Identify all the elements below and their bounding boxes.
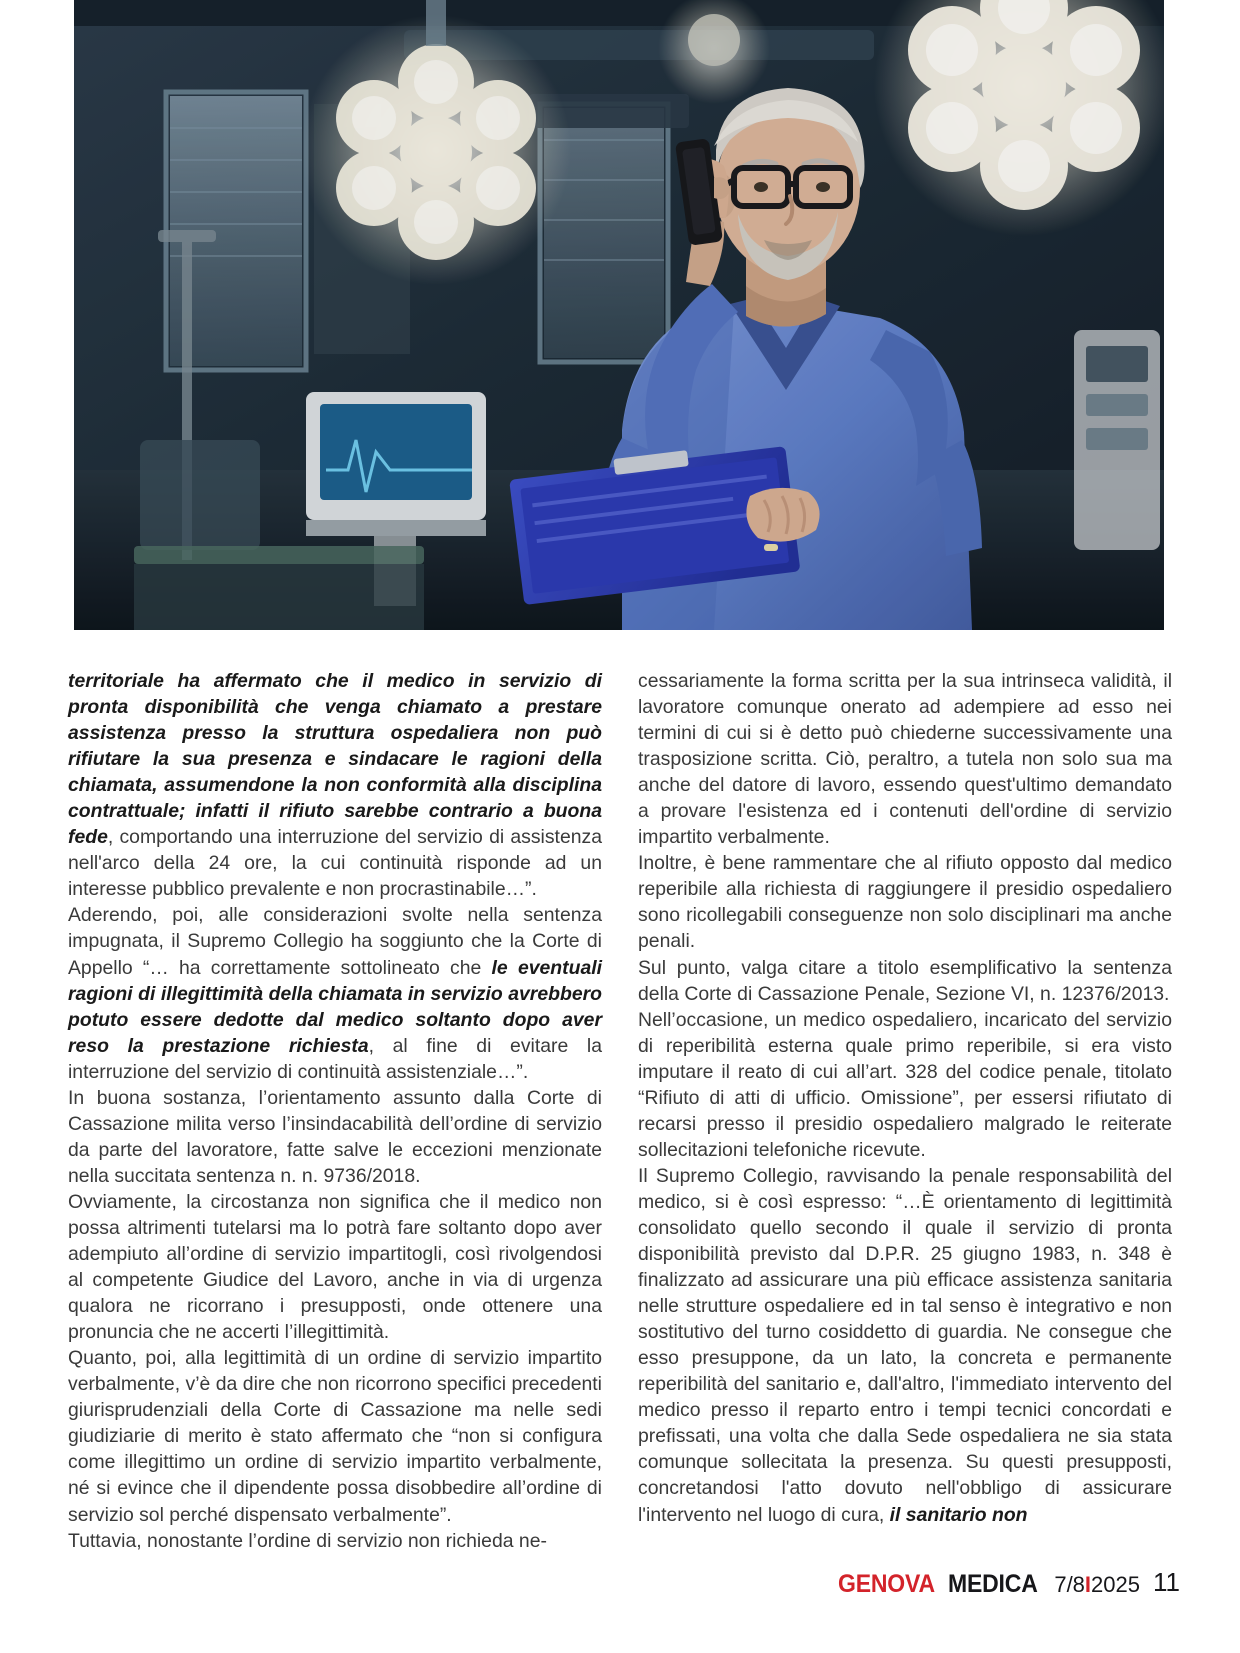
paragraph-2-part-2: , al fine di evitare la interruzione del servizio di continuità assistenziale…”. (68, 1034, 602, 1083)
paragraph-1-rest: , comportando una interruzione del servizio di assistenza nell'arco della 24 ore, la cui continuità risponde ad un interesse pubblico prevalente e non procrastinabile…”. (68, 826, 602, 901)
article-body (68, 668, 1172, 1552)
article-photo (74, 0, 1164, 630)
operating-room-photo-illustration (74, 0, 1164, 630)
paragraph-4: Ovviamente, la circostanza non significa che il medico non possa altrimenti tutelarsi ma lo potrà fare soltanto dopo aver adempiuto all’ordine di servizio impartitogli, così rivolgendosi al competente Giudice del Lavoro, anche in via di urgenza qualora ne ricorrano i presupposti, onde ottenere una pronuncia che ne accerti l’illegittimità. (68, 1190, 602, 1344)
paragraph-8: Inoltre, è bene rammentare che al rifiuto opposto dal medico reperibile alla richiesta di raggiungere il presidio ospedaliero sono ricollegabili conseguenze non solo disciplinari ma anche penali. (638, 852, 1172, 953)
issue-months: 7/8 (1054, 1572, 1085, 1597)
paragraph-2 (68, 902, 602, 1084)
masthead (838, 1570, 1140, 1599)
paragraph-1 (68, 668, 602, 902)
paragraph-1-lead: territoriale ha affermato che il medico in servizio di pronta disponibilità che venga chiamato a prestare assistenza presso la struttura ospedaliera non può rifiutare la sua presenza e sindacare le ragioni della chiamata, assumendone la non conformità alla disciplina contrattuale; infatti il rifiuto sarebbe contrario a buona fede (68, 670, 602, 849)
right-column (638, 668, 1172, 1526)
paragraph-5: Quanto, poi, alla legittimità di un ordine di servizio impartito verbalmente, v’è da dire che non ricorrono specifici precedenti giurisprudenziali della Corte di Cassazione ma nelle sedi giudiziarie di merito è stato affermato che “non si configura come illegittimo un ordine di servizio impartito verbalmente, né si evince che il dipendente possa disobbedire all’ordine di servizio sol perché dispensato verbalmente”. (68, 1347, 602, 1526)
issue-number (1054, 1572, 1140, 1598)
paragraph-7: cessariamente la forma scritta per la sua intrinseca validità, il lavoratore comunque onerato ad adempiere ad esso nei termini di cui si è detto può chiederne successivamente una trasposizione scritta. Ciò, peraltro, a tutela non solo sua ma anche del datore di lavoro, essendo quest'ultimo demandato a provare l'esistenza ed i contenuti dell'ordine di servizio impartito verbalmente. (638, 670, 1172, 849)
paragraph-11-part-1: Il Supremo Collegio, ravvisando la penale responsabilità del medico, si è così espresso: “…È orientamento di legittimità consolidato quello secondo il quale il servizio di pronta disponibilità previsto dal D.P.R. 25 giugno 1983, n. 348 è finalizzato ad assicurare una più efficace assistenza sanitaria nelle strutture ospedaliere ed in tal senso è integrativo e non sostitutivo del turno cosiddetto di guardia. Ne consegue che esso presuppone, da un lato, la concreta e permanente reperibilità del sanitario e, dall'altro, l'immediato intervento del medico presso il reparto entro i tempi tecnici concordati e prefissati, una volta che dalla Sede ospedaliera ne sia stata comunque sollecitata la presenza. Su questi presupposti, concretandosi l'atto dovuto nell'obbligo di assicurare l'intervento nel luogo di cura, (638, 1164, 1172, 1526)
issue-separator: I (1084, 1572, 1092, 1597)
page-footer (0, 1567, 1240, 1620)
issue-year: 2025 (1091, 1572, 1140, 1597)
paragraph-9: Sul punto, valga citare a titolo esemplificativo la sentenza della Corte di Cassazione Penale, Sezione VI, n. 12376/2013. (638, 956, 1172, 1005)
paragraph-6-continued: Tuttavia, nonostante l’ordine di servizio non richieda ne- (68, 1529, 547, 1552)
left-column (68, 668, 603, 1552)
masthead-medica: MEDICA (947, 1570, 1038, 1598)
page-number: 11 (1153, 1567, 1180, 1597)
masthead-genova: GENOVA (837, 1570, 935, 1598)
paragraph-3: In buona sostanza, l’orientamento assunto dalla Corte di Cassazione milita verso l’insindacabilità dell’ordine di servizio da parte del lavoratore, fatte salve le eccezioni menzionate nella succitata sentenza n. n. 9736/2018. (68, 1086, 602, 1187)
paragraph-2-part-1: Aderendo, poi, alle considerazioni svolte nella sentenza impugnata, il Supremo Collegio ha soggiunto che la Corte di Appello “… ha correttamente sottolineato che (68, 904, 602, 979)
paragraph-2-emphasis: le eventuali ragioni di illegittimità della chiamata in servizio avrebbero potuto essere dedotte dal medico soltanto dopo aver reso la prestazione richiesta (68, 956, 603, 1057)
paragraph-10: Nell’occasione, un medico ospedaliero, incaricato del servizio di reperibilità esterna quale primo reperibile, si era visto imputare il reato di cui all’art. 328 del codice penale, titolato “Rifiuto di atti di ufficio. Omissione”, per essersi rifiutato di recarsi presso il presidio ospedaliero malgrado le reiterate sollecitazioni telefoniche ricevute. (638, 1008, 1172, 1161)
paragraph-11 (638, 1163, 1172, 1528)
paragraph-11-emphasis: il sanitario non (889, 1503, 1028, 1526)
